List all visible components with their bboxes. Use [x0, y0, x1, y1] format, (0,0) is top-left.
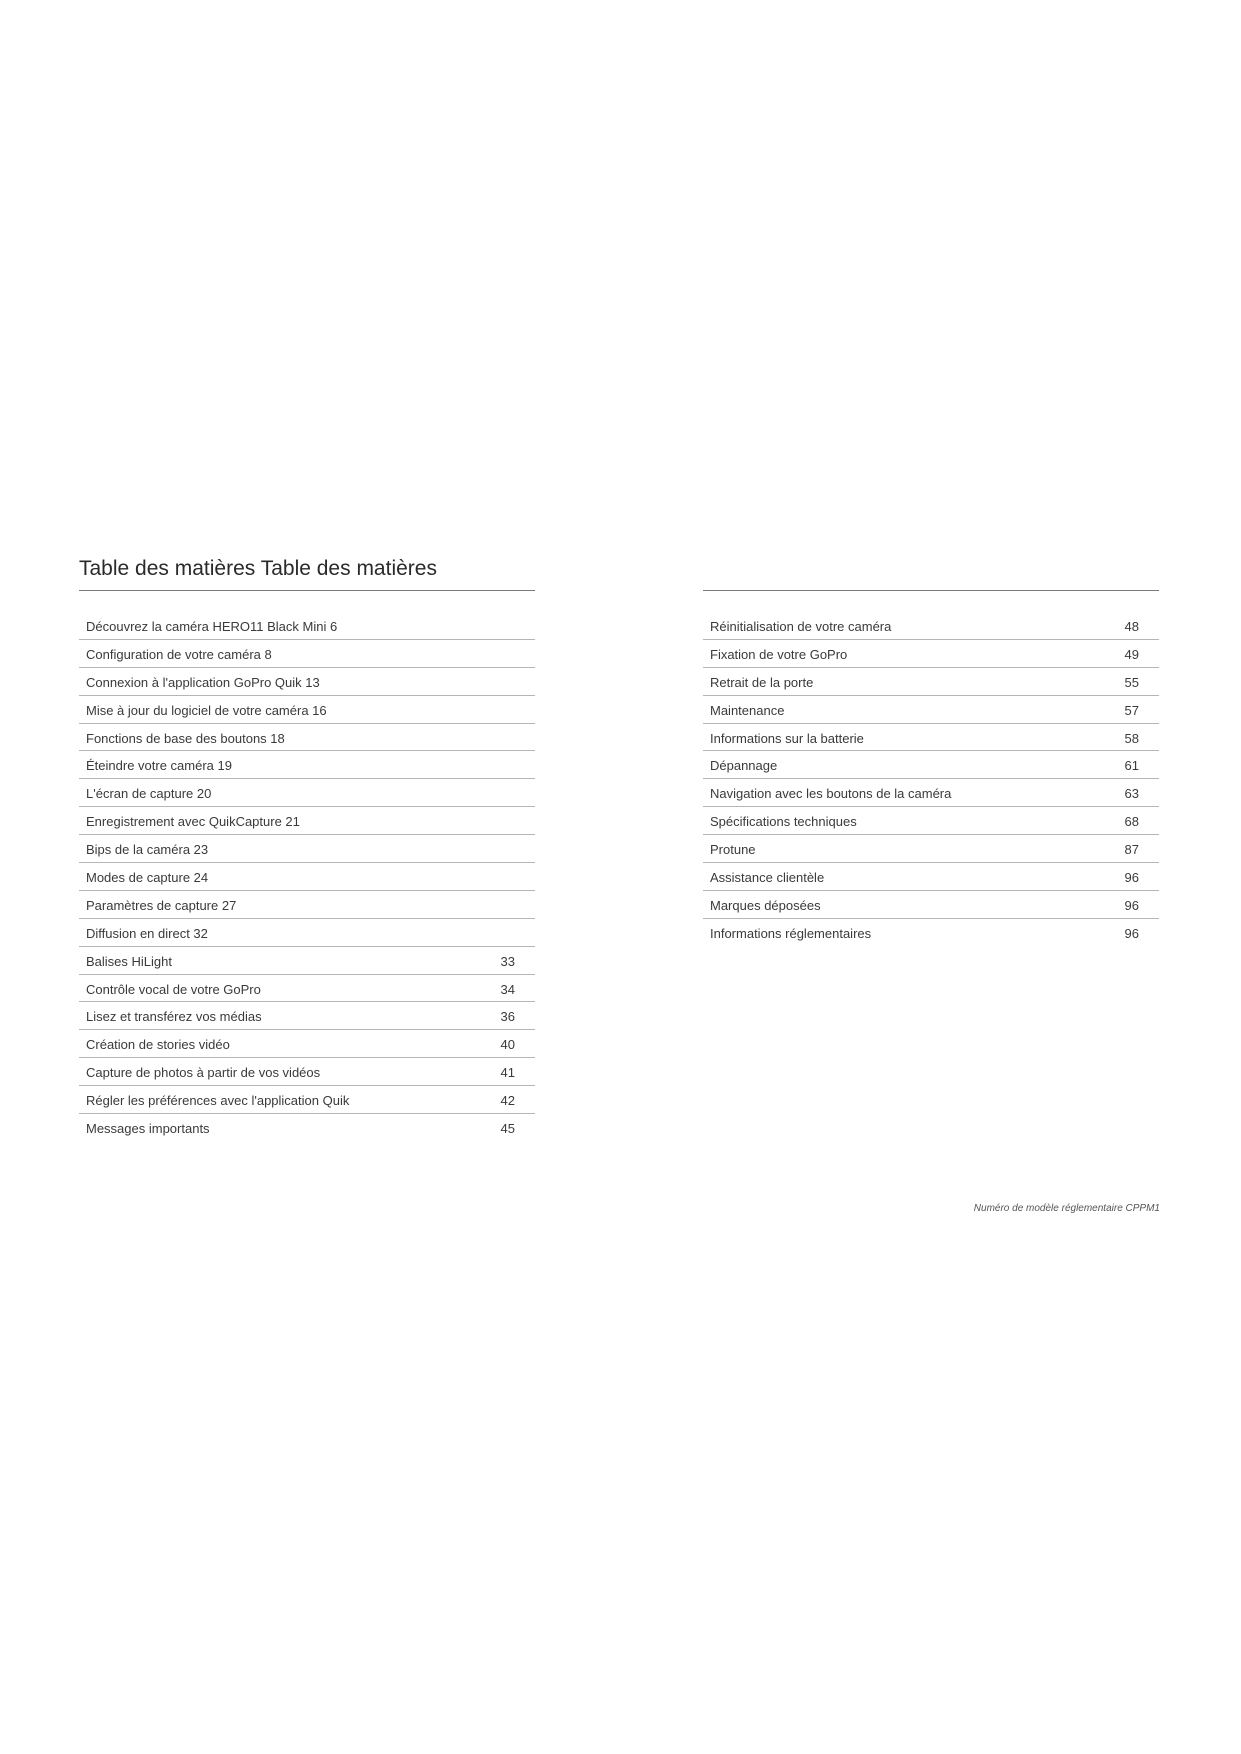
- toc-entry-label: Protune: [710, 842, 756, 858]
- toc-entry[interactable]: [79, 919, 535, 947]
- toc-column-right: [703, 590, 1159, 946]
- toc-entry[interactable]: [79, 863, 535, 891]
- toc-entry-page: 33: [500, 953, 515, 969]
- toc-entry[interactable]: [79, 1086, 535, 1114]
- toc-entry-label: Mise à jour du logiciel de votre caméra 16: [86, 702, 327, 718]
- toc-entry-page: 48: [1124, 619, 1139, 634]
- toc-entry-label: Retrait de la porte: [710, 674, 814, 690]
- toc-entry[interactable]: [703, 807, 1159, 835]
- toc-entry-page: 96: [1124, 870, 1139, 886]
- toc-entry-page: 34: [500, 981, 515, 997]
- toc-entry-page: 41: [500, 1065, 515, 1081]
- toc-entry[interactable]: [703, 891, 1159, 919]
- toc-entry[interactable]: [79, 975, 535, 1003]
- toc-entry-label: Capture de photos à partir de vos vidéos: [86, 1065, 321, 1081]
- toc-entry-label: Assistance clientèle: [710, 870, 825, 886]
- toc-entry-label: Réinitialisation de votre caméra: [710, 619, 892, 634]
- toc-list-right: [703, 612, 1159, 946]
- toc-entry-label: Régler les préférences avec l'application Quik: [86, 1093, 350, 1109]
- toc-entry-page: 45: [500, 1121, 515, 1137]
- header-rule-right: [703, 590, 1159, 591]
- toc-entry[interactable]: [79, 640, 535, 668]
- toc-entry-page: 87: [1124, 842, 1139, 858]
- toc-entry-page: 57: [1124, 702, 1139, 718]
- toc-entry[interactable]: [79, 891, 535, 919]
- toc-entry-label: Contrôle vocal de votre GoPro: [86, 981, 261, 997]
- regulatory-model-note: Numéro de modèle réglementaire CPPM1: [973, 1203, 1160, 1214]
- toc-column-left: [79, 590, 535, 1141]
- toc-entry-page: 96: [1124, 925, 1139, 941]
- toc-entry-label: Éteindre votre caméra 19: [86, 758, 232, 774]
- toc-entry[interactable]: [703, 779, 1159, 807]
- toc-entry-label: Paramètres de capture 27: [86, 897, 237, 913]
- toc-entry-label: Enregistrement avec QuikCapture 21: [86, 814, 300, 830]
- toc-entry[interactable]: [703, 919, 1159, 946]
- toc-entry-label: Configuration de votre caméra 8: [86, 646, 272, 662]
- toc-entry-label: Connexion à l'application GoPro Quik 13: [86, 674, 320, 690]
- toc-entry-label: Bips de la caméra 23: [86, 842, 209, 858]
- toc-entry[interactable]: [703, 696, 1159, 724]
- toc-entry-label: Modes de capture 24: [86, 870, 209, 886]
- toc-entry-label: Balises HiLight: [86, 953, 172, 969]
- toc-entry[interactable]: [703, 612, 1159, 640]
- toc-entry-label: Informations réglementaires: [710, 925, 872, 941]
- toc-entry-page: 68: [1124, 814, 1139, 830]
- toc-entry-label: Fixation de votre GoPro: [710, 646, 848, 662]
- toc-entry-label: Messages importants: [86, 1121, 210, 1137]
- toc-entry[interactable]: [79, 807, 535, 835]
- toc-entry[interactable]: [79, 1030, 535, 1058]
- toc-entry-label: Informations sur la batterie: [710, 730, 864, 746]
- toc-entry[interactable]: [79, 668, 535, 696]
- toc-entry[interactable]: [79, 751, 535, 779]
- toc-entry[interactable]: [79, 835, 535, 863]
- toc-entry-label: Lisez et transférez vos médias: [86, 1009, 262, 1025]
- toc-entry-page: 36: [500, 1009, 515, 1025]
- toc-entry-page: 40: [500, 1037, 515, 1053]
- toc-entry[interactable]: [703, 640, 1159, 668]
- toc-list-left: [79, 612, 535, 1141]
- toc-entry-page: 61: [1124, 758, 1139, 774]
- toc-entry-page: 49: [1124, 646, 1139, 662]
- toc-entry[interactable]: [79, 696, 535, 724]
- toc-entry-label: Marques déposées: [710, 897, 821, 913]
- toc-entry-label: Création de stories vidéo: [86, 1037, 230, 1053]
- toc-entry[interactable]: [79, 1114, 535, 1141]
- toc-entry[interactable]: [703, 668, 1159, 696]
- page-title: Table des matières Table des matières: [79, 557, 437, 580]
- toc-entry[interactable]: [79, 1002, 535, 1030]
- toc-entry[interactable]: [703, 751, 1159, 779]
- toc-entry[interactable]: [703, 724, 1159, 752]
- toc-entry-label: Spécifications techniques: [710, 814, 857, 830]
- toc-entry[interactable]: [79, 947, 535, 975]
- toc-entry-page: 96: [1124, 897, 1139, 913]
- toc-entry-page: 55: [1124, 674, 1139, 690]
- toc-entry-page: 42: [500, 1093, 515, 1109]
- toc-entry-label: Navigation avec les boutons de la caméra: [710, 786, 952, 802]
- toc-entry[interactable]: [79, 612, 535, 640]
- toc-entry[interactable]: [703, 863, 1159, 891]
- toc-entry-label: L'écran de capture 20: [86, 786, 212, 802]
- toc-entry-label: Découvrez la caméra HERO11 Black Mini 6: [86, 619, 338, 634]
- toc-entry-page: 58: [1124, 730, 1139, 746]
- header-rule-left: [79, 590, 535, 591]
- toc-entry[interactable]: [79, 1058, 535, 1086]
- toc-entry-label: Diffusion en direct 32: [86, 925, 208, 941]
- toc-entry-label: Fonctions de base des boutons 18: [86, 730, 285, 746]
- toc-entry-label: Dépannage: [710, 758, 778, 774]
- toc-entry[interactable]: [79, 724, 535, 752]
- toc-entry-label: Maintenance: [710, 702, 785, 718]
- toc-entry-page: 63: [1124, 786, 1139, 802]
- toc-entry[interactable]: [79, 779, 535, 807]
- toc-entry[interactable]: [703, 835, 1159, 863]
